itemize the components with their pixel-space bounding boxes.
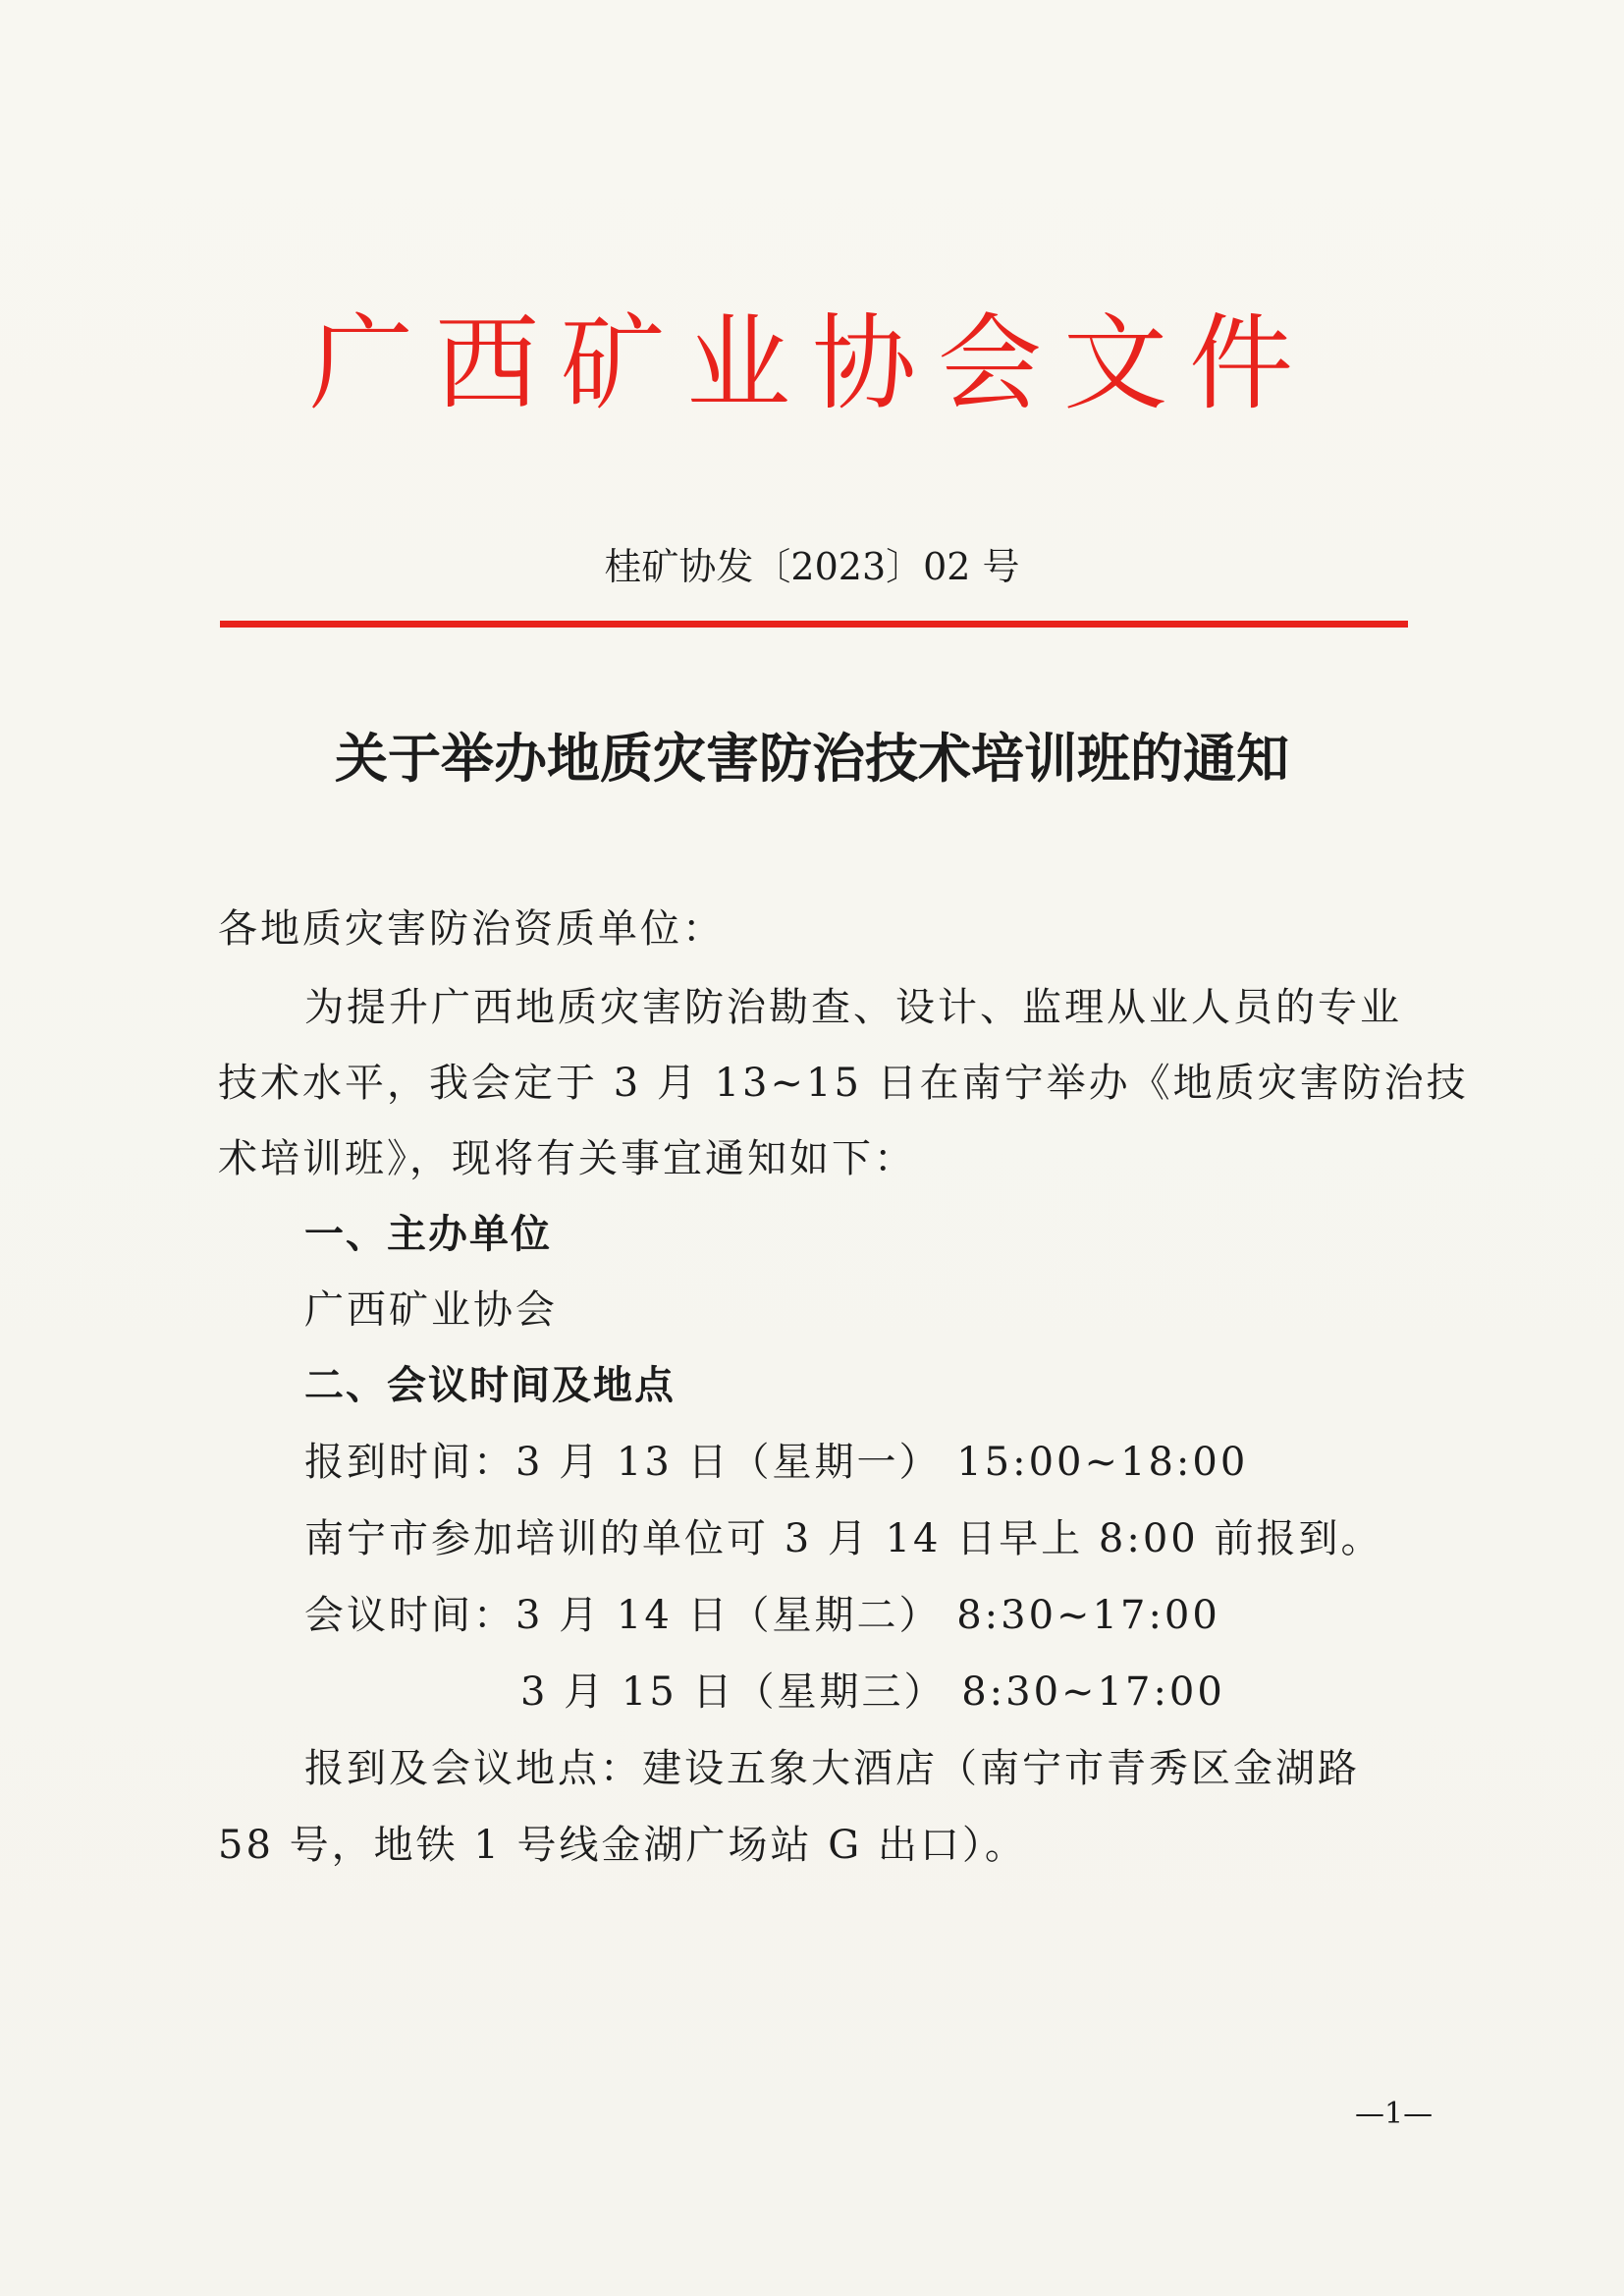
notice-title: 关于举办地质灾害防治技术培训班的通知 xyxy=(335,728,1289,790)
page-number: —1— xyxy=(1355,2097,1434,2131)
intro-line-3: 术培训班》，现将有关事宜通知如下： xyxy=(218,1136,916,1181)
registration-time: 报到时间：3 月 13 日（星期一） 15:00~18:00 xyxy=(304,1440,1249,1485)
org-header-title: 广西矿业协会文件 xyxy=(309,303,1315,424)
salutation: 各地质灾害防治资质单位： xyxy=(218,906,725,952)
venue-line-1: 报到及会议地点：建设五象大酒店（南宁市青秀区金湖路 xyxy=(304,1746,1360,1791)
section-1-heading: 一、主办单位 xyxy=(304,1212,552,1257)
section-1-content: 广西矿业协会 xyxy=(304,1287,558,1333)
document-number: 桂矿协发〔2023〕02 号 xyxy=(604,545,1020,588)
meeting-time-day-1: 会议时间：3 月 14 日（星期二） 8:30~17:00 xyxy=(304,1593,1220,1638)
intro-line-2: 技术水平，我会定于 3 月 13~15 日在南宁举办《地质灾害防治技 xyxy=(218,1061,1469,1106)
section-2-heading: 二、会议时间及地点 xyxy=(304,1363,676,1408)
meeting-time-day-2: 3 月 15 日（星期三） 8:30~17:00 xyxy=(520,1669,1225,1715)
intro-line-1: 为提升广西地质灾害防治勘查、设计、监理从业人员的专业 xyxy=(304,985,1402,1030)
nanning-registration-note: 南宁市参加培训的单位可 3 月 14 日早上 8:00 前报到。 xyxy=(304,1516,1383,1561)
venue-line-2: 58 号，地铁 1 号线金湖广场站 G 出口）。 xyxy=(218,1823,1027,1868)
red-divider-line xyxy=(220,621,1408,628)
